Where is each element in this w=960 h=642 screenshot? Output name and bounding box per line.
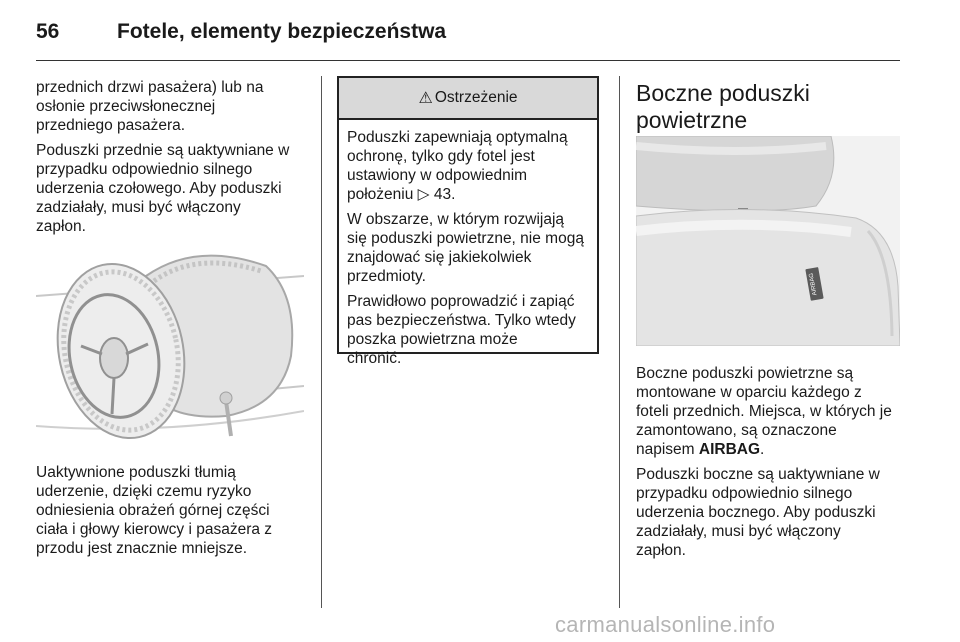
warning-header bbox=[339, 78, 597, 120]
paragraph: Poduszki przednie są uaktywniane w przypadku odpowiednio silnego uderzenia czołowego. Aby poduszki zadziałały, musi być włączony zapłon. bbox=[36, 142, 290, 235]
warning-paragraph: W obszarze, w którym rozwijają się poduszki powietrzne, nie mogą znajdować się jakiekolwiek przedmioty. bbox=[347, 211, 584, 285]
section-title: Boczne poduszki powietrzne bbox=[636, 80, 810, 133]
warning-triangle-icon: ⚠ bbox=[418, 90, 433, 107]
paragraph: Poduszki boczne są uaktywniane w przypadku odpowiednio silnego uderzenia bocznego. Aby poduszki zadziałały, musi być włączony zapłon. bbox=[636, 466, 880, 559]
seat-side-airbag-illustration bbox=[636, 136, 900, 346]
warning-title: Ostrzeżenie bbox=[434, 89, 518, 106]
page-header bbox=[36, 20, 900, 60]
left-column bbox=[36, 78, 308, 242]
front-airbag-illustration bbox=[36, 236, 304, 441]
header-divider bbox=[36, 60, 900, 61]
warning-box bbox=[337, 76, 599, 367]
warning-body bbox=[339, 120, 597, 368]
column-divider-right bbox=[619, 76, 620, 608]
airbag-tag-label: AIRBAG bbox=[808, 272, 819, 296]
paragraph: Boczne poduszki powietrzne są montowane w oparciu każdego z foteli przednich. Miejsca, w których je zamontowano, są oznaczone napisem AIRBAG. bbox=[636, 365, 892, 458]
column-divider-left bbox=[321, 76, 322, 608]
page-ref-arrow-icon: ▷ bbox=[417, 186, 430, 203]
warning-paragraph: Poduszki zapewniają optymalną ochronę, tylko gdy fotel jest ustawiony w odpowiednim położeniu ▷ 43. bbox=[347, 129, 568, 203]
page-reference[interactable]: 43. bbox=[433, 186, 456, 203]
airbag-term: AIRBAG bbox=[698, 441, 761, 458]
page-title: Fotele, elementy bezpieczeństwa bbox=[117, 20, 447, 43]
warning-paragraph: Prawidłowo poprowadzić i zapiąć pas bezpieczeństwa. Tylko wtedy poszka powietrzna może chronić. bbox=[347, 293, 576, 367]
watermark: carmanualsonline.info bbox=[555, 612, 776, 637]
right-column-text bbox=[636, 364, 906, 566]
illustration-caption: Uaktywnione poduszki tłumią uderzenie, dzięki czemu ryzyko odniesienia obrażeń górnej części ciała i głowy kierowcy i pasażera z przodu jest znacznie mniejsze. bbox=[36, 464, 273, 557]
section-heading bbox=[636, 80, 906, 134]
paragraph: przednich drzwi pasażera) lub na osłonie przeciwsłonecznej przedniego pasażera. bbox=[36, 79, 264, 134]
page-number: 56 bbox=[36, 20, 60, 43]
